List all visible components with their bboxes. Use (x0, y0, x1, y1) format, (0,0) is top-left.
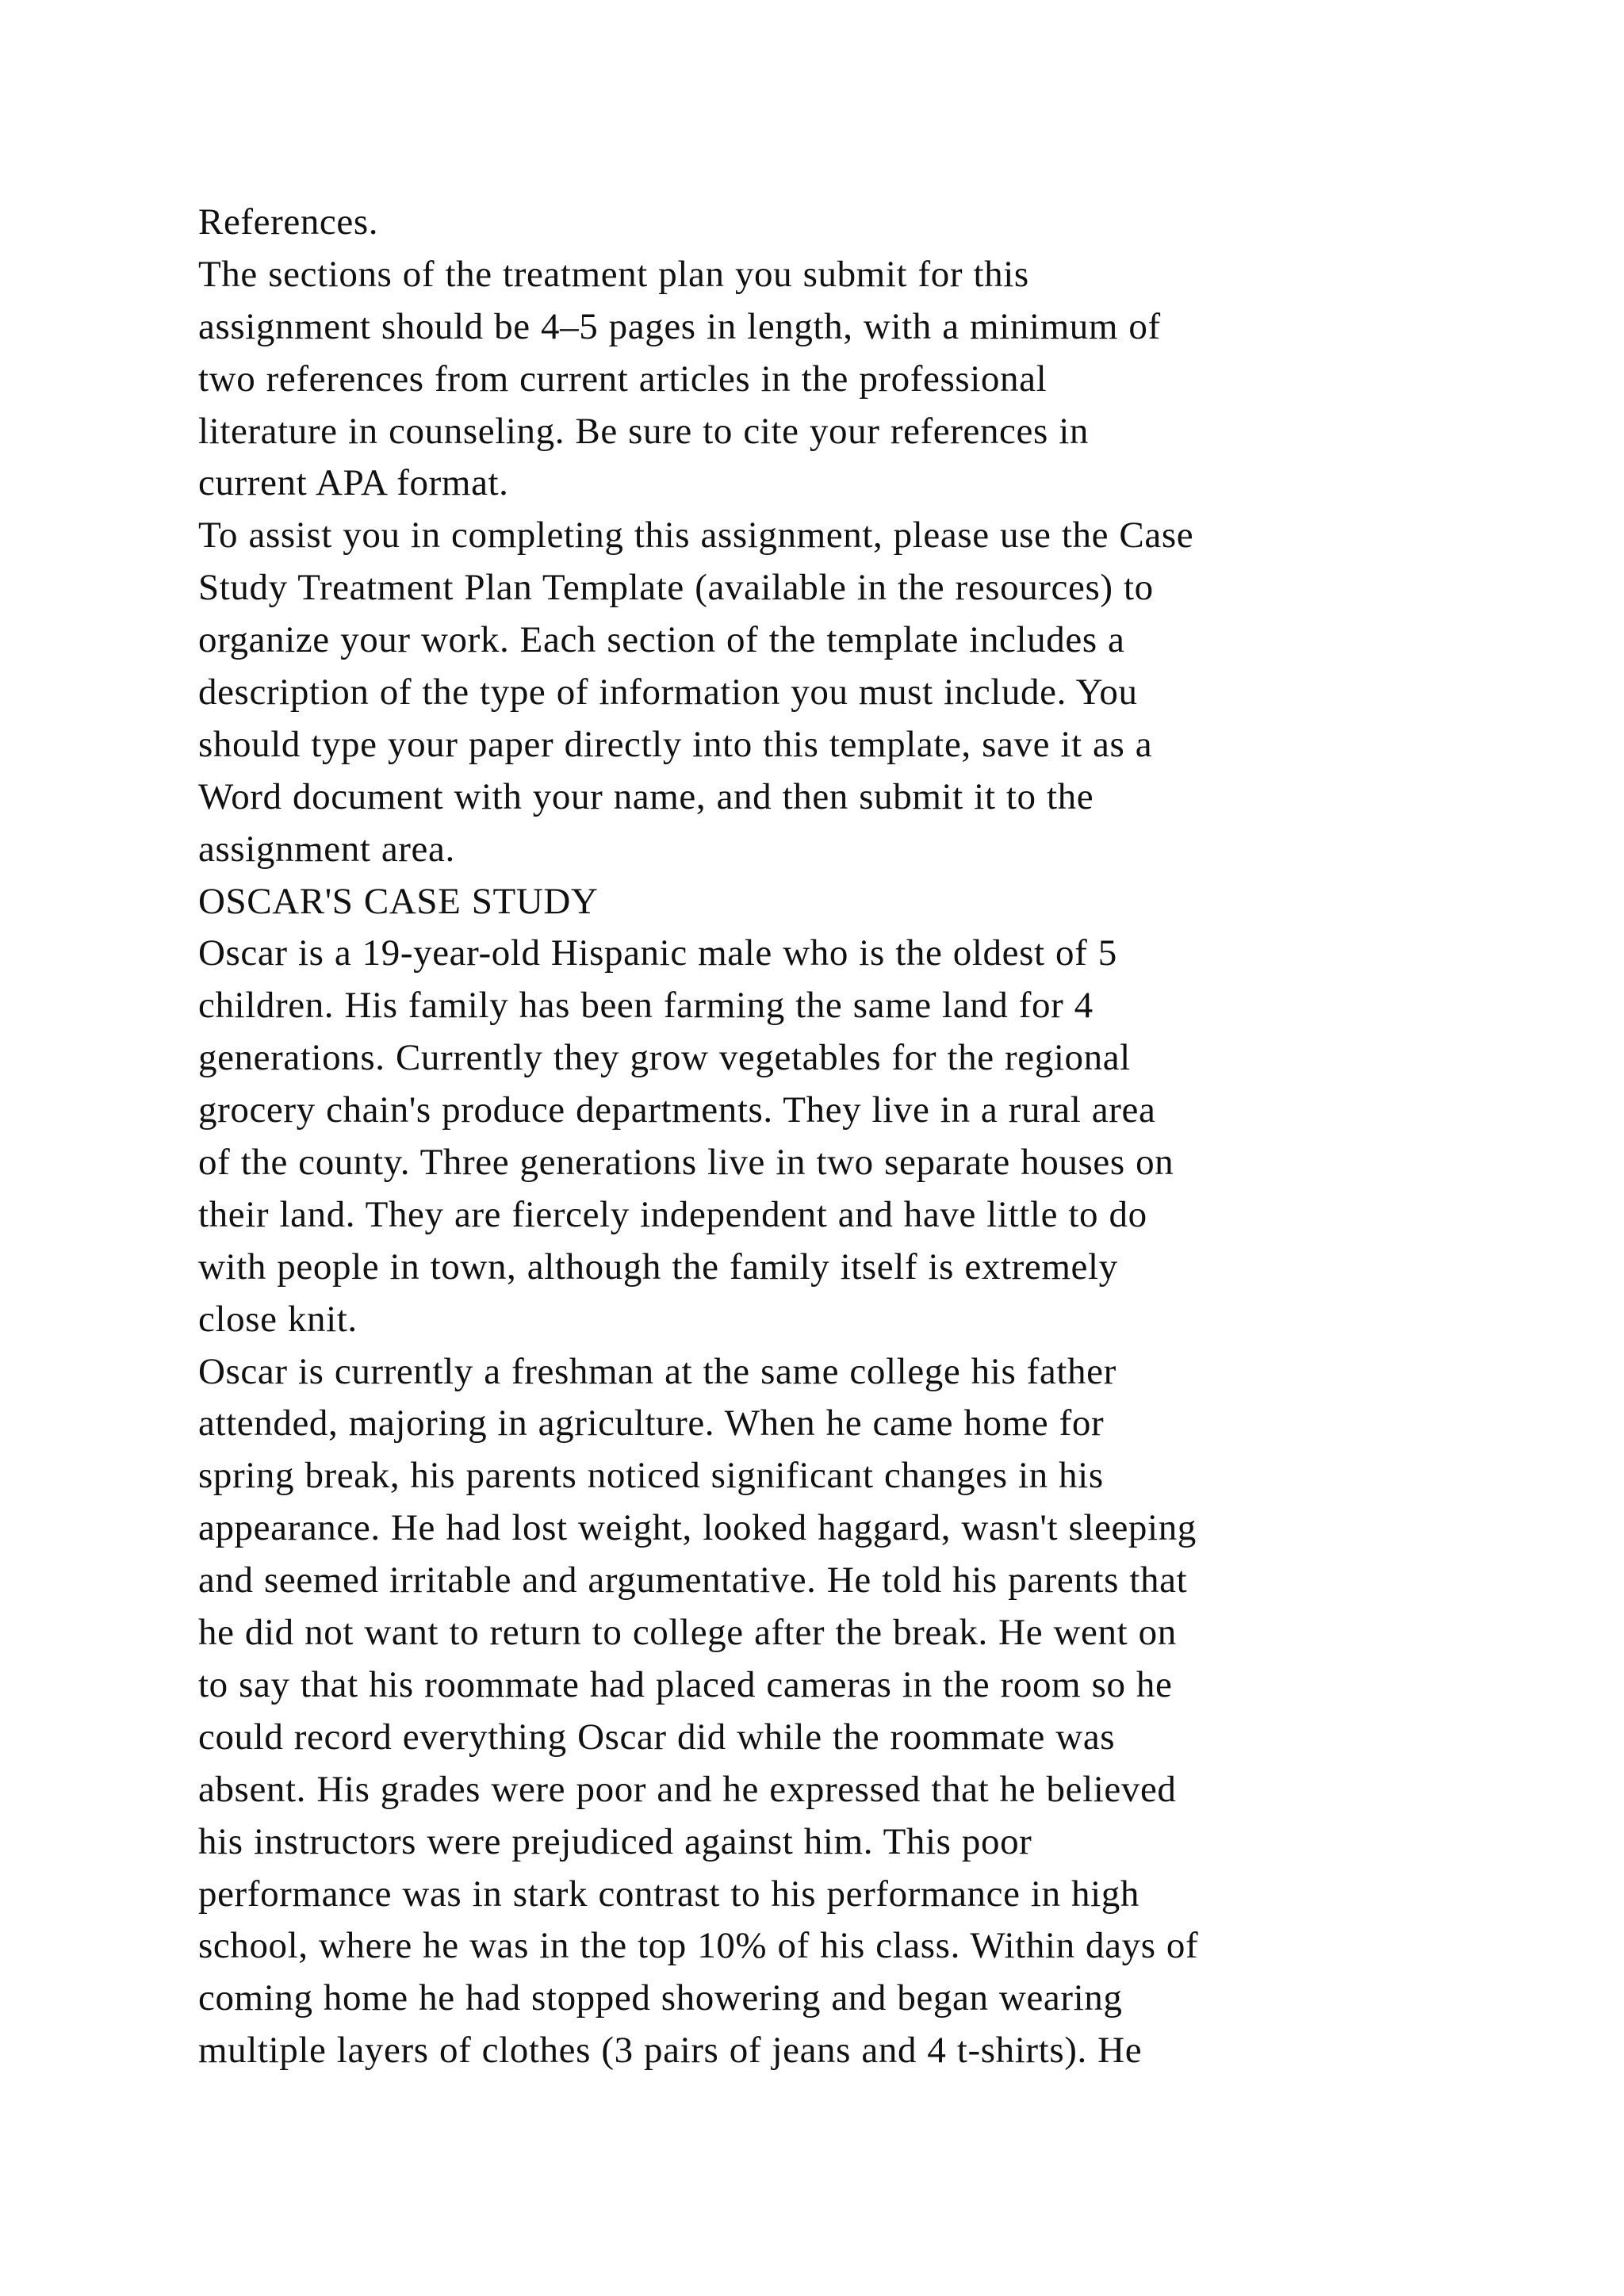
text-line: could record everything Oscar did while the roommate was (198, 1716, 1116, 1758)
text-line: organize your work. Each section of the template includes a (198, 619, 1125, 661)
text-line: coming home he had stopped showering and began wearing (198, 1977, 1123, 2019)
text-line: absent. His grades were poor and he expressed that he believed (198, 1768, 1177, 1810)
text-line: generations. Currently they grow vegetables for the regional (198, 1037, 1131, 1079)
text-line: current APA format. (198, 462, 509, 504)
text-line: performance was in stark contrast to his performance in high (198, 1873, 1139, 1915)
text-line: should type your paper directly into this template, save it as a (198, 723, 1153, 765)
text-line: Oscar is a 19-year-old Hispanic male who is the oldest of 5 (198, 932, 1117, 974)
text-line: description of the type of information you must include. You (198, 672, 1138, 714)
document-body (198, 197, 1499, 2077)
text-line: spring break, his parents noticed significant changes in his (198, 1455, 1104, 1497)
text-line: literature in counseling. Be sure to cite your references in (198, 410, 1089, 452)
text-line: appearance. He had lost weight, looked haggard, wasn't sleeping (198, 1507, 1197, 1549)
text-line: he did not want to return to college after the break. He went on (198, 1612, 1177, 1654)
text-line: assignment area. (198, 828, 455, 870)
text-line: of the county. Three generations live in two separate houses on (198, 1142, 1174, 1184)
text-line: his instructors were prejudiced against him. This poor (198, 1820, 1032, 1862)
section-heading: OSCAR'S CASE STUDY (198, 880, 599, 922)
text-line: two references from current articles in the professional (198, 358, 1048, 400)
text-line: multiple layers of clothes (3 pairs of jeans and 4 t-shirts). He (198, 2030, 1143, 2072)
text-line: attended, majoring in agriculture. When he came home for (198, 1402, 1105, 1445)
text-line: with people in town, although the family itself is extremely (198, 1246, 1118, 1288)
text-line: close knit. (198, 1298, 358, 1340)
text-line: The sections of the treatment plan you submit for this (198, 253, 1029, 295)
text-line: their land. They are fiercely independent and have little to do (198, 1193, 1147, 1235)
text-line: Word document with your name, and then submit it to the (198, 775, 1094, 817)
text-line: school, where he was in the top 10% of his class. Within days of (198, 1925, 1199, 1967)
text-line: References. (198, 201, 379, 243)
text-line: Study Treatment Plan Template (available in the resources) to (198, 567, 1154, 609)
text-line: assignment should be 4–5 pages in length, with a minimum of (198, 305, 1161, 347)
text-line: Oscar is currently a freshman at the same college his father (198, 1350, 1116, 1392)
text-line: grocery chain's produce departments. They live in a rural area (198, 1089, 1156, 1131)
text-line: To assist you in completing this assignment, please use the Case (198, 515, 1194, 557)
text-line: to say that his roommate had placed cameras in the room so he (198, 1663, 1173, 1705)
text-line: children. His family has been farming the same land for 4 (198, 985, 1094, 1027)
text-line: and seemed irritable and argumentative. He told his parents that (198, 1559, 1188, 1601)
